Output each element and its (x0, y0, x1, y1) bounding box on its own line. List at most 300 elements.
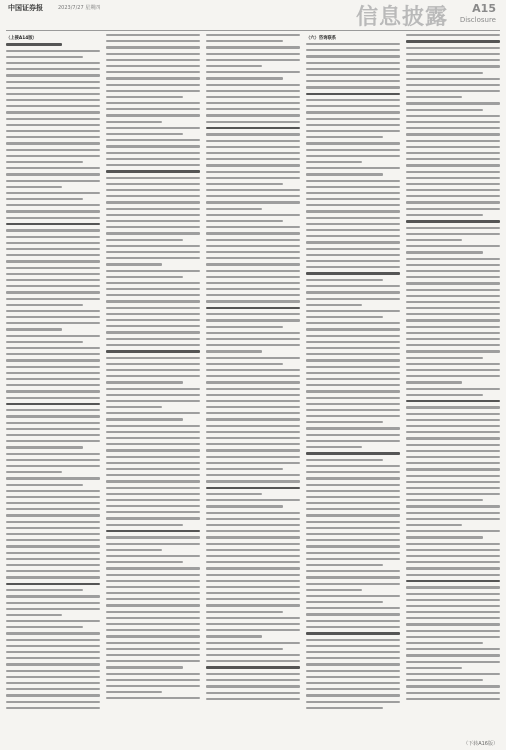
text-line (306, 124, 400, 126)
text-line (6, 229, 100, 231)
text-line (106, 530, 200, 533)
text-line (206, 40, 283, 42)
column-2-text (106, 34, 200, 699)
text-line (406, 158, 500, 160)
text-line (306, 595, 400, 597)
text-line (106, 139, 200, 141)
text-line (206, 84, 300, 86)
text-line (6, 682, 100, 684)
text-line (306, 533, 400, 535)
text-line (306, 490, 400, 492)
text-line (306, 589, 362, 591)
column-1 (6, 34, 100, 738)
text-line (406, 34, 500, 36)
text-line (206, 623, 300, 625)
text-line (106, 673, 200, 675)
text-line (6, 484, 83, 486)
text-line (306, 397, 400, 399)
text-line (206, 220, 283, 222)
text-line (6, 558, 100, 560)
text-line (206, 152, 300, 154)
text-line (406, 313, 500, 315)
text-line (406, 468, 500, 470)
text-line (206, 468, 283, 470)
text-line (406, 289, 500, 291)
text-line (406, 195, 500, 197)
text-line (206, 77, 283, 79)
text-line (206, 59, 300, 61)
section-title: 信息披露 (355, 5, 448, 30)
text-line (6, 440, 100, 442)
text-line (106, 567, 200, 569)
text-line (206, 685, 300, 687)
text-line (6, 118, 100, 120)
text-line (306, 620, 400, 622)
text-line (106, 251, 200, 253)
text-line (406, 189, 500, 191)
text-line (206, 270, 300, 272)
text-line (6, 545, 100, 547)
text-line (306, 304, 362, 306)
text-line (106, 40, 200, 42)
text-line (306, 484, 400, 486)
column-3-text (206, 34, 300, 700)
text-line (406, 574, 500, 576)
text-line (406, 239, 462, 241)
text-line (206, 673, 300, 675)
text-line (306, 322, 400, 324)
text-line (406, 505, 500, 507)
text-line (206, 381, 300, 383)
text-line (206, 418, 300, 420)
text-line (306, 217, 400, 219)
article-columns (6, 34, 500, 738)
text-line (106, 406, 162, 408)
text-line (6, 428, 100, 430)
text-line (206, 598, 300, 600)
text-line (306, 434, 400, 436)
text-line (106, 65, 200, 67)
text-line (106, 127, 200, 129)
text-line (406, 394, 483, 396)
text-line (406, 648, 500, 650)
continuation-heading: （上接A14版） (6, 36, 37, 41)
text-line (6, 223, 100, 226)
text-line (306, 335, 400, 337)
text-line (6, 552, 100, 554)
text-line (206, 350, 262, 352)
text-line (306, 701, 400, 703)
text-line (406, 332, 500, 334)
text-line (106, 145, 200, 147)
text-line (106, 158, 200, 160)
text-line (106, 660, 200, 662)
text-line (306, 298, 400, 300)
text-line (206, 555, 300, 557)
text-line (106, 580, 200, 582)
text-line (306, 409, 400, 411)
text-line (206, 580, 300, 582)
text-line (406, 617, 500, 619)
text-line (6, 533, 100, 535)
text-line (6, 632, 100, 634)
text-line (6, 167, 100, 169)
text-line (306, 210, 400, 212)
text-line (6, 422, 100, 424)
text-line (106, 642, 200, 644)
text-line (106, 170, 200, 173)
text-line (206, 171, 300, 173)
text-line (106, 363, 200, 365)
text-line (306, 496, 400, 498)
text-line (106, 425, 200, 427)
text-line (206, 635, 262, 637)
text-line (106, 697, 200, 699)
text-line (406, 561, 500, 563)
text-line (106, 431, 200, 433)
text-line (206, 363, 283, 365)
text-line (406, 65, 500, 67)
text-line (206, 567, 300, 569)
text-line (306, 477, 400, 479)
text-line (106, 480, 200, 482)
text-line (206, 654, 300, 656)
text-line (6, 446, 83, 448)
text-line (306, 204, 400, 206)
text-line (206, 660, 300, 662)
text-line (6, 111, 100, 113)
text-line (106, 102, 200, 104)
text-line (306, 564, 383, 566)
text-line (306, 688, 400, 690)
text-line (406, 133, 500, 135)
text-line (206, 34, 300, 36)
text-line (106, 300, 200, 302)
text-line (206, 524, 300, 526)
text-line (106, 394, 200, 396)
text-line (6, 471, 62, 473)
text-line (306, 632, 400, 635)
text-line (6, 267, 100, 269)
text-line (406, 208, 500, 210)
text-line (106, 629, 200, 631)
continued-note: （下转A16版） (463, 741, 498, 747)
text-line (6, 397, 100, 399)
text-line (206, 245, 300, 247)
text-line (106, 245, 200, 247)
text-line (6, 614, 62, 616)
text-line (6, 589, 83, 591)
text-line (406, 245, 500, 247)
text-line (106, 201, 200, 203)
text-line (406, 121, 500, 123)
text-line (6, 192, 100, 194)
text-line (6, 409, 100, 411)
text-line (306, 353, 400, 355)
text-line (306, 372, 400, 374)
text-line (306, 552, 400, 554)
text-line (406, 555, 500, 557)
text-line (6, 459, 100, 461)
text-line (406, 530, 500, 532)
text-line (206, 158, 300, 160)
text-line (206, 692, 300, 694)
text-line (206, 332, 300, 334)
text-line (306, 459, 383, 461)
text-line (106, 468, 200, 470)
text-line (106, 96, 183, 98)
text-line (406, 375, 500, 377)
text-line (306, 651, 400, 653)
text-line (306, 99, 400, 101)
text-line (406, 84, 500, 86)
text-line (6, 81, 100, 83)
text-line (406, 437, 500, 439)
text-line (306, 657, 400, 659)
text-line (206, 344, 300, 346)
text-line (406, 567, 500, 569)
text-line (206, 263, 300, 265)
text-line (6, 210, 100, 212)
text-line (306, 260, 400, 262)
text-line (106, 282, 200, 284)
text-line (206, 449, 300, 451)
text-line (306, 266, 400, 268)
text-line (6, 204, 100, 206)
text-line (306, 570, 400, 572)
text-line (106, 456, 200, 458)
text-line (306, 186, 400, 188)
text-line (406, 456, 500, 458)
text-line (106, 34, 200, 36)
text-line (106, 239, 183, 241)
text-line (406, 406, 500, 408)
text-line (106, 611, 200, 613)
text-line (106, 604, 200, 606)
text-line (206, 232, 300, 234)
text-line (406, 96, 462, 98)
text-line (306, 613, 400, 615)
text-line (106, 338, 200, 340)
text-line (206, 53, 300, 55)
text-line (106, 257, 200, 259)
text-line (406, 282, 500, 284)
text-line (106, 555, 200, 557)
text-line (106, 189, 200, 191)
text-line (206, 201, 300, 203)
text-line (6, 285, 100, 287)
text-line (206, 499, 300, 501)
text-line (306, 384, 400, 386)
text-line (6, 595, 100, 597)
text-line (206, 319, 300, 321)
text-line (406, 673, 500, 675)
text-line (406, 40, 500, 43)
text-line (306, 136, 383, 138)
text-line (106, 474, 200, 476)
text-line (6, 508, 100, 510)
text-line (306, 465, 400, 467)
text-line (106, 685, 200, 687)
text-line (106, 443, 200, 445)
text-line (6, 136, 100, 138)
text-line (106, 412, 200, 414)
text-line (6, 248, 100, 250)
text-line (6, 657, 100, 659)
text-line (306, 248, 400, 250)
text-line (6, 68, 100, 70)
text-line (306, 682, 400, 684)
text-line (106, 208, 200, 210)
text-line (6, 186, 62, 188)
text-line (106, 543, 200, 545)
text-line (306, 316, 383, 318)
text-line (306, 328, 400, 330)
text-line (6, 353, 100, 355)
text-line (206, 456, 300, 458)
text-line (306, 279, 383, 281)
text-line (6, 74, 100, 76)
text-line (406, 127, 500, 129)
text-line (306, 514, 400, 516)
text-line (106, 369, 200, 371)
text-line (306, 670, 400, 672)
text-line (106, 288, 200, 290)
text-line (306, 527, 400, 529)
text-line (206, 574, 300, 576)
text-line (306, 180, 400, 182)
text-line (206, 114, 300, 116)
text-line (6, 465, 100, 467)
text-line (406, 270, 500, 272)
text-line (206, 375, 300, 377)
text-line (106, 623, 200, 625)
text-line (306, 272, 400, 275)
text-line (6, 608, 100, 610)
text-line (106, 586, 200, 588)
text-line (6, 335, 100, 337)
text-line (406, 667, 462, 669)
text-line (206, 530, 300, 532)
text-line (106, 679, 200, 681)
text-line (206, 177, 300, 179)
text-line (106, 121, 162, 123)
text-line (206, 338, 300, 340)
text-line (6, 701, 100, 703)
text-line (6, 378, 100, 380)
text-line (6, 124, 100, 126)
text-line (406, 698, 500, 700)
column-2 (106, 34, 200, 738)
text-line (6, 514, 100, 516)
text-line (406, 475, 500, 477)
text-line (306, 378, 400, 380)
text-line (6, 254, 100, 256)
text-line (6, 130, 100, 132)
text-line (6, 434, 100, 436)
text-line (406, 413, 500, 415)
text-line (306, 229, 400, 231)
text-line (106, 77, 200, 79)
text-line (106, 648, 200, 650)
text-line (106, 511, 200, 513)
text-line (406, 177, 500, 179)
text-line (406, 258, 500, 260)
text-line (306, 607, 400, 609)
text-line (306, 403, 400, 405)
text-line (306, 80, 400, 82)
text-line (406, 444, 500, 446)
text-line (406, 47, 500, 49)
section-title-english: Disclosure (459, 16, 496, 24)
text-line (6, 298, 100, 300)
text-line (406, 357, 483, 359)
text-line (206, 65, 262, 67)
text-line (306, 707, 383, 709)
page-number: A15 (472, 2, 496, 15)
text-line (106, 381, 183, 383)
text-line (6, 390, 100, 392)
text-line (406, 654, 500, 656)
text-line (206, 493, 262, 495)
text-line (206, 549, 300, 551)
text-line (306, 241, 400, 243)
text-line (206, 406, 300, 408)
text-line (106, 108, 200, 110)
column-4-text (306, 43, 400, 709)
text-line (306, 223, 400, 225)
text-line (106, 499, 200, 501)
text-line (406, 72, 483, 74)
text-line (106, 487, 200, 489)
text-line (106, 493, 200, 495)
text-line (306, 161, 362, 163)
text-line (6, 198, 83, 200)
text-line (406, 350, 500, 352)
text-line (206, 257, 300, 259)
text-line (6, 639, 100, 641)
text-line (406, 481, 500, 483)
text-line (306, 310, 400, 312)
text-line (206, 505, 283, 507)
text-line (206, 679, 300, 681)
text-line (206, 648, 283, 650)
text-line (6, 688, 100, 690)
text-line (106, 84, 200, 86)
text-line (306, 49, 400, 51)
text-line (406, 276, 500, 278)
text-line (306, 93, 400, 96)
text-line (306, 111, 400, 113)
text-line (406, 90, 500, 92)
text-line (106, 517, 200, 519)
text-line (106, 666, 183, 668)
text-line (206, 518, 300, 520)
text-line (206, 425, 300, 427)
text-line (406, 586, 500, 588)
text-line (6, 527, 100, 529)
text-line (106, 90, 200, 92)
text-line (6, 273, 100, 275)
text-line (106, 592, 200, 594)
text-line (406, 536, 483, 538)
text-line (306, 694, 400, 696)
text-line (406, 450, 500, 452)
text-line (106, 319, 200, 321)
text-line (306, 366, 400, 368)
text-line (106, 462, 200, 464)
text-line (406, 109, 483, 111)
